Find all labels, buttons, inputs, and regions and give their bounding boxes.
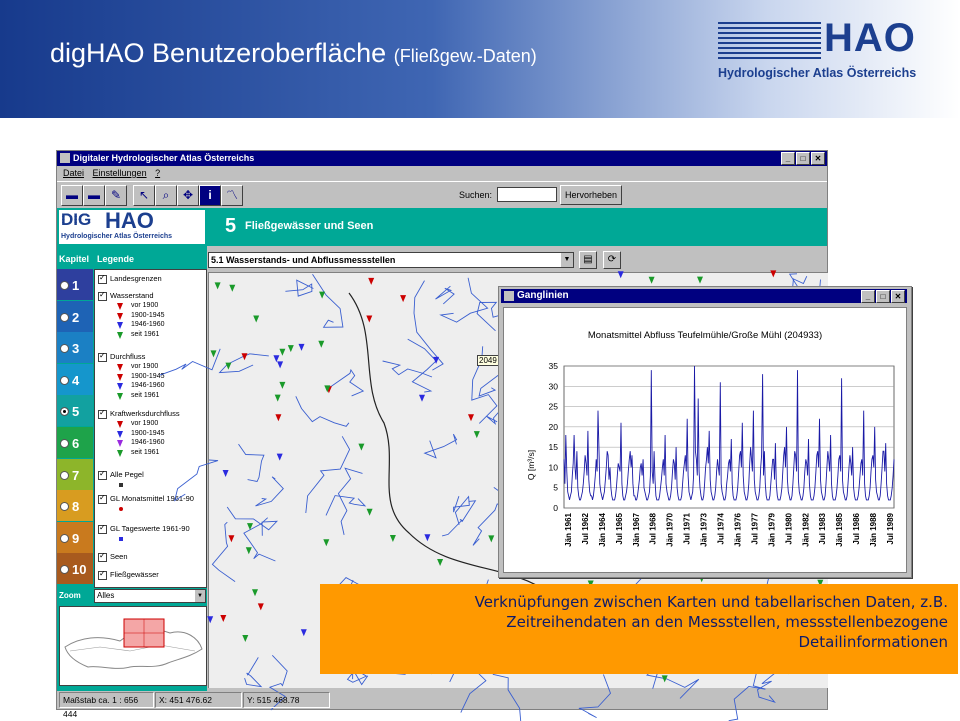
close-icon[interactable]: ✕ <box>811 152 825 165</box>
legend-marker-icon <box>119 507 123 511</box>
pointer-icon[interactable]: ↖ <box>133 185 155 206</box>
legend-item-label: Fließgewässer <box>110 570 159 579</box>
dighao-logo <box>59 210 205 244</box>
dig-word: DIG <box>61 210 92 229</box>
pan-icon[interactable]: ✥ <box>177 185 199 206</box>
x-tick-label: Jul 1974 <box>716 513 726 545</box>
radio-icon[interactable] <box>60 281 69 290</box>
station-marker[interactable] <box>697 277 703 284</box>
ganglinien-titlebar[interactable] <box>501 289 907 303</box>
logo-word: HAO <box>824 16 916 60</box>
highlight-button[interactable]: Hervorheben <box>560 185 622 205</box>
hao-logo <box>718 16 940 82</box>
station-marker[interactable] <box>211 350 217 357</box>
chart-ylabel: Q [m³/s] <box>526 449 536 481</box>
x-tick-label: Jul 1965 <box>614 513 624 545</box>
x-tick-label: Jän 1970 <box>665 513 675 547</box>
legend-item[interactable] <box>98 570 159 580</box>
dighao-caption: Hydrologischer Atlas Österreichs <box>61 233 173 240</box>
station-marker[interactable] <box>275 395 281 402</box>
menubar <box>57 166 827 180</box>
checkbox-icon[interactable] <box>98 525 107 534</box>
y-tick-label: 5 <box>553 482 558 493</box>
station-marker-icon <box>117 393 123 400</box>
checkbox-icon[interactable] <box>98 410 107 419</box>
legend-item[interactable] <box>98 470 144 480</box>
maximize-icon[interactable]: □ <box>796 152 810 165</box>
station-marker[interactable] <box>207 616 213 623</box>
legend-item[interactable] <box>98 494 194 504</box>
station-marker[interactable] <box>223 470 229 477</box>
chapter-button-6[interactable] <box>57 427 93 458</box>
legend-subitem: 1900-1945 <box>131 311 165 319</box>
chart-icon[interactable]: 〽 <box>221 185 243 206</box>
station-marker[interactable] <box>488 535 494 542</box>
x-tick-label: Jul 1971 <box>682 513 692 545</box>
y-tick-label: 35 <box>548 361 558 371</box>
station-marker[interactable] <box>400 295 406 302</box>
refresh-icon[interactable]: ⟳ <box>603 251 621 269</box>
legend-item-label: GL Monatsmittel 1961-90 <box>110 494 194 503</box>
checkbox-icon[interactable] <box>98 571 107 580</box>
station-marker[interactable] <box>275 414 281 421</box>
station-marker[interactable] <box>258 603 264 610</box>
station-marker[interactable] <box>299 344 305 351</box>
ganglinien-window <box>498 286 912 578</box>
station-marker[interactable] <box>358 444 364 451</box>
logo-lines-graphic <box>718 22 821 60</box>
x-tick-label: Jän 1985 <box>835 513 845 547</box>
slide-title-sub: (Fließgew.-Daten) <box>393 46 537 66</box>
river-line <box>442 501 475 536</box>
annotation-box <box>320 584 958 674</box>
river-line <box>239 444 264 481</box>
river-line <box>313 274 343 327</box>
legend-subitem: 1946-1960 <box>131 439 165 446</box>
river-line <box>306 436 350 513</box>
station-marker[interactable] <box>273 355 279 362</box>
station-marker[interactable] <box>215 282 221 289</box>
station-marker[interactable] <box>366 316 372 323</box>
map-tooltip: 2049 <box>479 356 497 365</box>
ganglinien-title: Ganglinien <box>517 290 569 301</box>
station-marker[interactable] <box>277 361 283 368</box>
overview-map[interactable] <box>59 606 207 686</box>
legend-item-label: Kraftwerksdurchfluss <box>110 409 180 418</box>
x-tick-label: Jän 1973 <box>699 513 709 547</box>
x-tick-label: Jul 1980 <box>784 513 794 545</box>
minimize-icon[interactable]: _ <box>781 152 795 165</box>
chapter-label: 9 <box>72 530 80 546</box>
chapter-button-9[interactable] <box>57 522 93 553</box>
checkbox-icon[interactable] <box>98 275 107 284</box>
checkbox-icon[interactable] <box>98 495 107 504</box>
radio-icon[interactable] <box>60 534 69 543</box>
app-titlebar[interactable] <box>57 151 827 166</box>
station-marker[interactable] <box>242 635 248 642</box>
maximize-icon[interactable]: □ <box>876 290 890 303</box>
slide-header <box>0 0 960 118</box>
river-line <box>245 657 262 686</box>
station-marker[interactable] <box>649 277 655 284</box>
legend-item-label: Seen <box>110 552 128 561</box>
kapitel-header: Kapitel <box>59 254 90 264</box>
layer-select-value: 5.1 Wasserstands- und Abflussmessstellen <box>211 255 396 265</box>
station-marker-icon <box>117 364 123 371</box>
chapter-label: 8 <box>72 499 80 515</box>
slide-title <box>50 38 537 69</box>
river-line <box>212 522 235 581</box>
status-scale: Maßstab ca. 1 : 656 444 <box>59 692 154 708</box>
annotation-line-1: Verknüpfungen zwischen Karten und tabellarischen Daten, z.B. <box>474 593 948 611</box>
station-marker-icon <box>117 322 123 329</box>
station-marker[interactable] <box>229 285 235 292</box>
chart-area <box>503 307 907 573</box>
chapter-button-2[interactable] <box>57 301 93 332</box>
logo-caption: Hydrologischer Atlas Österreichs <box>718 66 917 80</box>
station-marker-icon <box>117 421 123 428</box>
radio-icon[interactable] <box>60 344 69 353</box>
station-marker-icon <box>117 374 123 381</box>
sidebar <box>57 246 207 691</box>
annotation-text <box>328 592 948 652</box>
river-line <box>330 370 363 396</box>
station-marker[interactable] <box>323 539 329 546</box>
dropdown-arrow-icon[interactable]: ▼ <box>195 590 205 602</box>
zoom-select[interactable] <box>94 589 206 603</box>
river-line <box>408 339 436 392</box>
dropdown-arrow-icon[interactable]: ▼ <box>561 253 573 267</box>
x-tick-label: Jul 1977 <box>750 513 760 545</box>
station-marker[interactable] <box>770 270 776 277</box>
legende-header: Legende <box>97 254 135 264</box>
station-marker[interactable] <box>252 589 258 596</box>
overview-map-graphic <box>60 607 206 685</box>
chart-window-icon <box>504 291 514 301</box>
legend-subitem: seit 1961 <box>131 448 160 456</box>
legend-subitem: vor 1900 <box>131 420 159 427</box>
hao-word: HAO <box>105 208 154 233</box>
station-marker[interactable] <box>390 535 396 542</box>
station-marker[interactable] <box>253 316 259 323</box>
legend-item-label: Wasserstand <box>110 291 154 300</box>
radio-icon[interactable] <box>60 439 69 448</box>
station-marker-icon <box>117 332 123 339</box>
legend-item[interactable] <box>98 524 190 534</box>
annotation-line-2: Zeitreihendaten an den Messstellen, messstellenbezogene <box>506 613 948 631</box>
chapter-button-4[interactable] <box>57 364 93 395</box>
legend-subitem: seit 1961 <box>131 330 160 338</box>
slide-title-main: digHAO Benutzeroberfläche <box>50 38 387 68</box>
x-tick-label: Jul 1962 <box>580 513 590 545</box>
y-tick-label: 10 <box>548 462 558 473</box>
station-marker-icon <box>117 313 123 320</box>
chapter-label: 5 <box>72 404 80 420</box>
legend-subitem: vor 1900 <box>131 363 159 370</box>
river-line <box>296 396 349 426</box>
checkbox-icon[interactable] <box>98 292 107 301</box>
river-line <box>256 477 284 506</box>
chapter-button-7[interactable] <box>57 459 93 490</box>
y-tick-label: 15 <box>548 442 558 453</box>
x-tick-label: Jän 1967 <box>631 513 641 547</box>
station-marker[interactable] <box>424 534 430 541</box>
chapter-label: 3 <box>72 341 80 357</box>
chapter-button-3[interactable] <box>57 332 93 363</box>
station-marker[interactable] <box>279 382 285 389</box>
station-marker[interactable] <box>319 292 325 299</box>
station-marker[interactable] <box>279 349 285 356</box>
station-marker-icon <box>117 383 123 390</box>
x-tick-label: Jän 1964 <box>597 513 607 547</box>
search-input[interactable] <box>497 187 557 202</box>
checkbox-icon[interactable] <box>98 353 107 362</box>
legend-subitem: seit 1961 <box>131 391 160 399</box>
app-title: Digitaler Hydrologischer Atlas Österreichs <box>73 153 255 163</box>
radio-icon[interactable] <box>60 502 69 511</box>
station-marker[interactable] <box>318 341 324 348</box>
x-tick-label: Jän 1961 <box>564 513 573 547</box>
legend-marker-icon <box>119 537 123 541</box>
print-icon[interactable]: ✎ <box>105 185 127 206</box>
legend-item[interactable] <box>98 291 154 301</box>
station-marker-icon <box>117 440 123 447</box>
chapter-label: 4 <box>72 372 80 388</box>
legend-item[interactable] <box>98 352 145 362</box>
legend-subitem: vor 1900 <box>131 302 159 309</box>
station-marker[interactable] <box>228 535 234 542</box>
station-marker[interactable] <box>437 559 443 566</box>
minimize-icon[interactable]: _ <box>861 290 875 303</box>
annotation-line-3: Detailinformationen <box>798 633 948 651</box>
station-marker[interactable] <box>220 615 226 622</box>
hydrograph-chart <box>504 308 906 572</box>
chapter-button-5[interactable] <box>57 395 93 426</box>
river-line <box>425 434 457 458</box>
river-line <box>383 361 432 377</box>
chapter-label: 1 <box>72 278 80 294</box>
legend-subitem: 1900-1945 <box>131 429 165 437</box>
x-tick-label: Jul 1986 <box>852 513 862 545</box>
station-marker[interactable] <box>618 271 624 278</box>
chart-plot <box>549 361 895 547</box>
station-marker-icon <box>117 303 123 310</box>
chapter-button-1[interactable] <box>57 269 93 300</box>
station-marker[interactable] <box>419 395 425 402</box>
menu-help[interactable]: ? <box>155 168 161 178</box>
legend-item[interactable] <box>98 274 162 284</box>
river-line <box>285 280 313 296</box>
station-marker[interactable] <box>468 414 474 421</box>
radio-icon[interactable] <box>60 313 69 322</box>
radio-icon[interactable] <box>60 565 69 574</box>
app-icon <box>60 153 70 163</box>
x-tick-label: Jän 1979 <box>767 513 777 547</box>
checkbox-icon[interactable] <box>98 553 107 562</box>
checkbox-icon[interactable] <box>98 471 107 480</box>
legend-item-label: Durchfluss <box>110 352 146 361</box>
station-marker[interactable] <box>368 278 374 285</box>
river-line <box>436 286 455 304</box>
station-marker[interactable] <box>367 509 373 516</box>
legend-subitem: 1900-1945 <box>131 372 165 380</box>
river-line <box>227 507 277 536</box>
legend-item-label: Landesgrenzen <box>110 274 162 283</box>
legend-marker-icon <box>119 483 123 487</box>
statusbar <box>57 691 827 719</box>
chapter-title: Fließgewässer und Seen <box>245 220 374 232</box>
window-buttons <box>780 152 825 167</box>
x-tick-label: Jul 1989 <box>886 513 895 545</box>
status-x: X: 451 476.62 <box>155 692 242 708</box>
y-tick-label: 30 <box>548 381 558 392</box>
radio-icon[interactable] <box>60 407 69 416</box>
window-buttons <box>860 290 905 304</box>
chapter-label: 6 <box>72 436 80 452</box>
zoom-label: Zoom <box>59 591 81 600</box>
x-tick-label: Jän 1988 <box>869 513 879 547</box>
station-marker[interactable] <box>246 547 252 554</box>
zoom-value: Alles <box>97 591 115 600</box>
y-tick-label: 20 <box>548 421 558 432</box>
y-tick-label: 25 <box>548 401 558 412</box>
station-marker[interactable] <box>301 629 307 636</box>
legend-subitem: 1946-1960 <box>131 321 165 328</box>
chapter-button-8[interactable] <box>57 490 93 521</box>
legend-item-label: GL Tageswerte 1961-90 <box>110 524 190 533</box>
legend-item[interactable] <box>98 552 128 562</box>
save-folder-icon[interactable]: ▬ <box>83 185 105 206</box>
menu-datei[interactable]: Datei <box>63 168 85 178</box>
station-marker[interactable] <box>288 345 294 352</box>
menu-einstellungen[interactable]: Einstellungen <box>92 168 147 178</box>
search-label: Suchen: <box>459 190 493 200</box>
radio-icon[interactable] <box>60 376 69 385</box>
chapter-number: 5 <box>225 215 237 237</box>
plot-frame <box>564 366 894 508</box>
chapter-label: 10 <box>72 562 87 578</box>
x-tick-label: Jul 1983 <box>818 513 828 545</box>
status-y: Y: 515 468.78 <box>243 692 330 708</box>
legend-item-label: Alle Pegel <box>110 470 144 479</box>
legend-subitem: 1946-1960 <box>131 382 165 389</box>
chapter-label: 7 <box>72 467 80 483</box>
x-tick-label: Jän 1982 <box>801 513 811 547</box>
station-marker[interactable] <box>474 431 480 438</box>
info-icon[interactable]: i <box>199 185 221 206</box>
toolbar <box>57 181 827 209</box>
table-icon[interactable]: ▤ <box>579 251 597 269</box>
y-tick-label: 0 <box>553 503 558 513</box>
chapter-banner <box>57 208 827 246</box>
radio-icon[interactable] <box>60 471 69 480</box>
legend-panel <box>94 269 207 588</box>
x-tick-label: Jul 1968 <box>648 513 658 545</box>
layer-select[interactable] <box>208 252 574 268</box>
x-tick-label: Jän 1976 <box>733 513 743 547</box>
close-icon[interactable]: ✕ <box>891 290 905 303</box>
legend-item[interactable] <box>98 409 180 419</box>
chart-title: Monatsmittel Abfluss Teufelmühle/Große Mühl (204933) <box>587 330 823 341</box>
zoom-icon[interactable]: ⌕ <box>155 185 177 206</box>
chapter-button-10[interactable] <box>57 553 93 584</box>
station-marker[interactable] <box>277 454 283 461</box>
station-marker-icon <box>117 450 123 457</box>
river-line <box>414 281 443 371</box>
station-marker-icon <box>117 431 123 438</box>
open-folder-icon[interactable]: ▬ <box>61 185 83 206</box>
chapter-label: 2 <box>72 309 80 325</box>
